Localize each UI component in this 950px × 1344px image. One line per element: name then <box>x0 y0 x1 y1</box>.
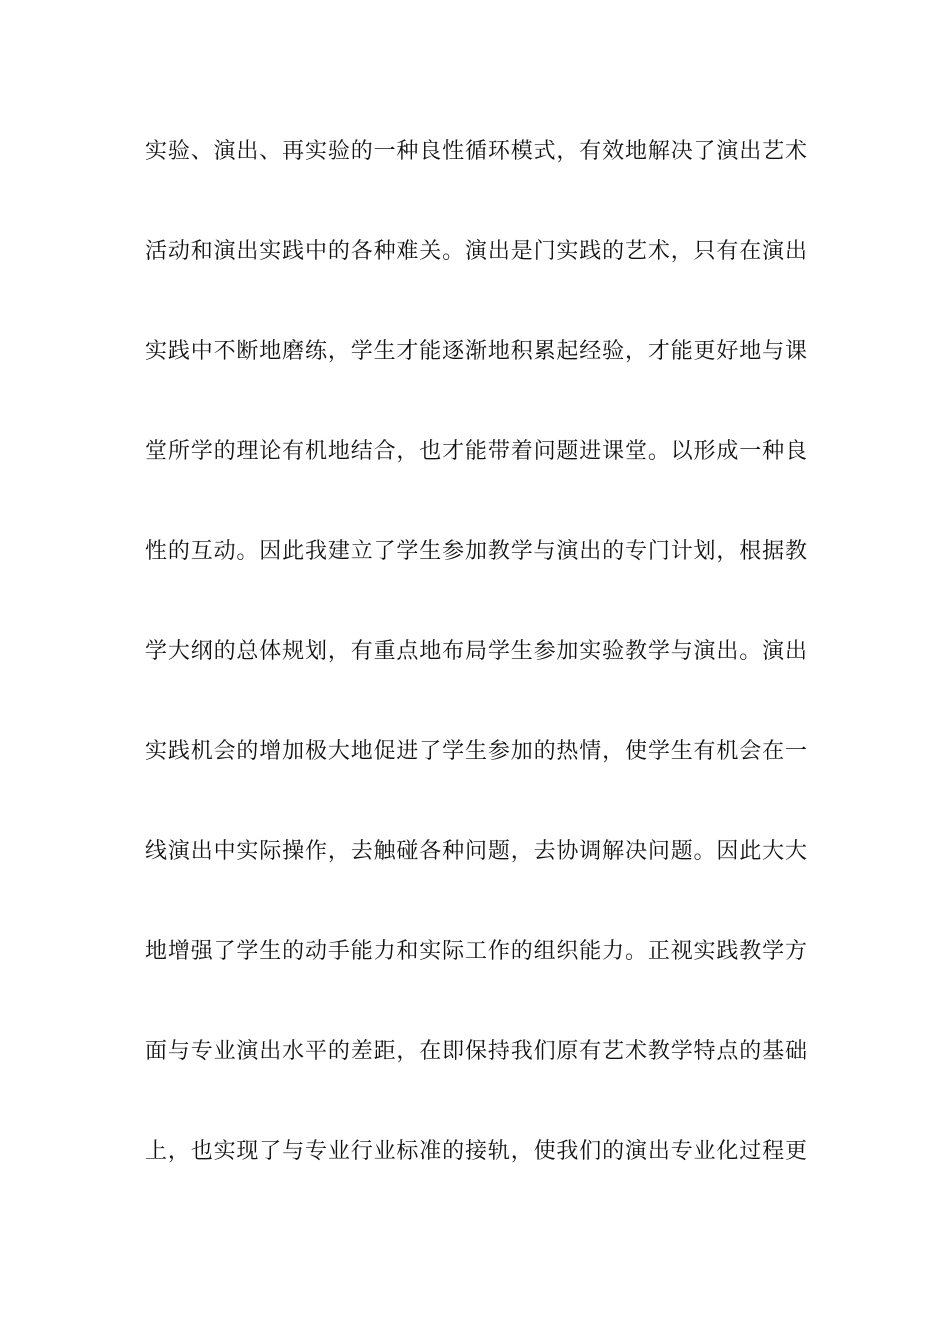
paragraph-line: 学大纲的总体规划，有重点地布局学生参加实验教学与演出。演出 <box>145 639 807 664</box>
paragraph-line: 堂所学的理论有机地结合，也才能带着问题进课堂。以形成一种良 <box>145 439 807 464</box>
paragraph-line: 线演出中实际操作，去触碰各种问题，去协调解决问题。因此大大 <box>145 839 807 864</box>
paragraph-line: 实践中不断地磨练，学生才能逐渐地积累起经验，才能更好地与课 <box>145 339 807 364</box>
paragraph-line: 实践机会的增加极大地促进了学生参加的热情，使学生有机会在一 <box>145 739 807 764</box>
paragraph-line: 实验、演出、再实验的一种良性循环模式，有效地解决了演出艺术 <box>145 139 807 164</box>
paragraph-line: 活动和演出实践中的各种难关。演出是门实践的艺术，只有在演出 <box>145 239 807 264</box>
paragraph-line: 面与专业演出水平的差距，在即保持我们原有艺术教学特点的基础 <box>145 1039 807 1064</box>
paragraph-line: 上，也实现了与专业行业标准的接轨，使我们的演出专业化过程更 <box>145 1139 807 1164</box>
paragraph-line: 性的互动。因此我建立了学生参加教学与演出的专门计划，根据教 <box>145 539 807 564</box>
paragraph-line: 地增强了学生的动手能力和实际工作的组织能力。正视实践教学方 <box>145 939 807 964</box>
